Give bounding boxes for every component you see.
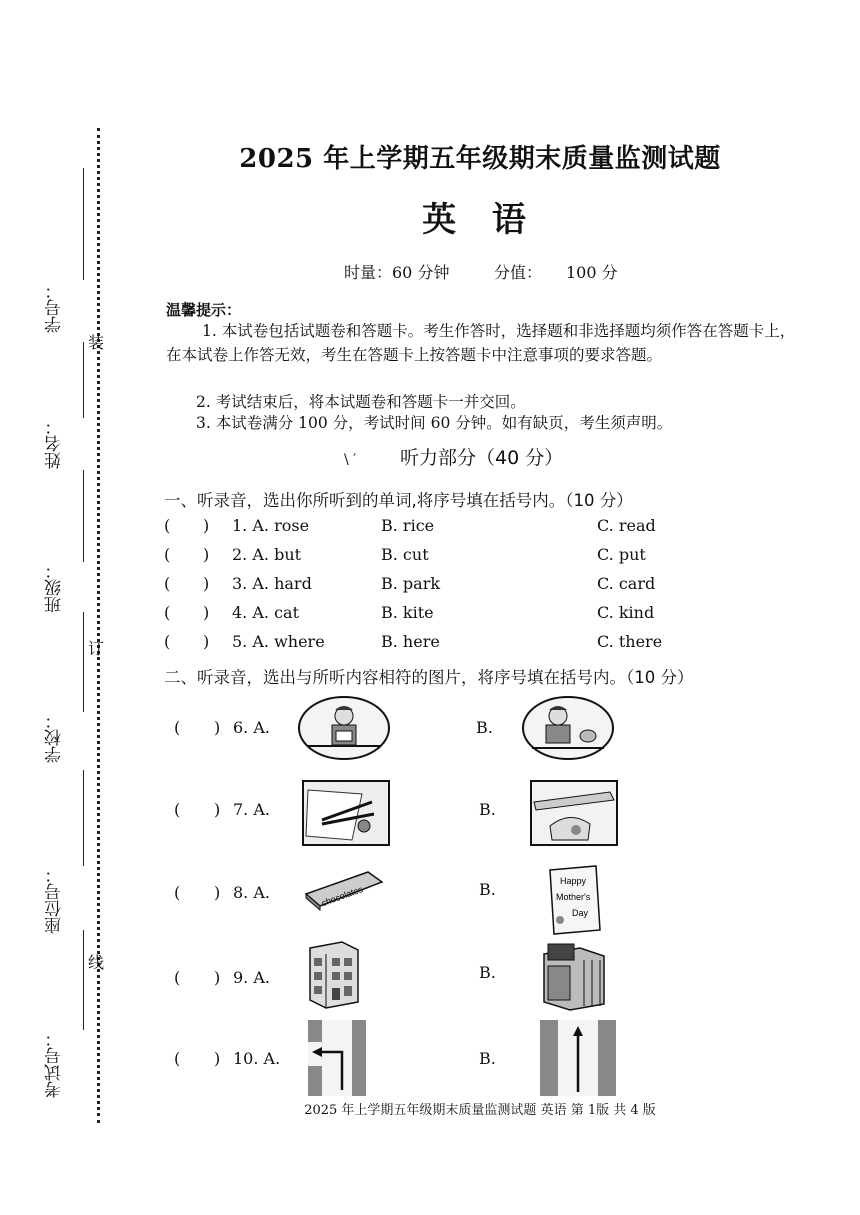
option-c: C. put	[597, 545, 646, 564]
boy-writing-image	[522, 696, 614, 760]
option-a: 1. A. rose	[232, 516, 310, 535]
cinema-image	[540, 940, 606, 1012]
answer-paren-open: (	[174, 800, 181, 819]
answer-paren-close: )	[203, 603, 210, 622]
question-row	[0, 603, 860, 625]
option-b-label: B.	[476, 718, 493, 737]
notice-heading: 温馨提示：	[166, 301, 242, 319]
answer-paren-open: (	[174, 718, 181, 737]
answer-paren-open: (	[174, 1049, 181, 1068]
answer-paren-close: )	[203, 545, 210, 564]
option-c: C. card	[597, 574, 656, 593]
answer-paren-open: (	[164, 574, 171, 593]
score-value: 100 分	[566, 263, 618, 282]
option-b: B. here	[381, 632, 440, 651]
answer-paren-open: (	[164, 632, 171, 651]
section1-title: 一、听录音，选出你所听到的单词,将序号填在括号内。（10 分）	[164, 491, 633, 510]
turn-left-road-image	[308, 1020, 366, 1096]
scissors-cutting-image	[302, 780, 390, 846]
chocolate-box-image	[304, 868, 384, 912]
time-label: 时量：60 分钟	[344, 263, 450, 282]
notice-item-1: 1. 本试卷包括试题卷和答题卡。考生作答时，选择题和非选择题均须作答在答题卡上，在本试卷上作答无效，考生在答题卡上按答题卡中注意事项的要求答题。	[166, 322, 796, 364]
binding-mark-zhuang: 装	[88, 333, 105, 352]
answer-paren-close: )	[214, 1049, 221, 1068]
option-a: 5. A. where	[232, 632, 325, 651]
exam-title: 2025 年上学期五年级期末质量监测试题	[239, 144, 721, 174]
answer-paren-open: (	[164, 603, 171, 622]
option-b-label: B.	[479, 800, 496, 819]
notice-item-3: 3. 本试卷满分 100 分，考试时间 60 分钟。如有缺页，考生须声明。	[196, 414, 673, 432]
binding-mark-ding: 订	[88, 639, 105, 658]
option-b-label: B.	[479, 963, 496, 982]
option-c: C. read	[597, 516, 656, 535]
boy-reading-image	[298, 696, 390, 760]
notice-item-2: 2. 考试结束后，将本试题卷和答题卡一并交回。	[196, 393, 526, 411]
question-label: 9. A.	[233, 968, 270, 987]
building-image	[306, 938, 362, 1010]
answer-paren-close: )	[214, 883, 221, 902]
answer-paren-open: (	[174, 968, 181, 987]
go-straight-road-image	[540, 1020, 616, 1096]
card-text-line2: Mother's	[556, 892, 591, 902]
answer-paren-close: )	[203, 516, 210, 535]
option-a: 3. A. hard	[232, 574, 312, 593]
question-label: 7. A.	[233, 800, 270, 819]
answer-paren-open: (	[164, 545, 171, 564]
card-text-line3: Day	[572, 908, 589, 918]
question-label: 8. A.	[233, 883, 270, 902]
side-label-student-id: 学号：	[45, 282, 65, 333]
card-text-line1: Happy	[560, 876, 587, 886]
side-label-name: 姓名：	[45, 418, 65, 469]
side-fill-line-seat	[83, 770, 84, 866]
side-label-school: 学校：	[45, 712, 65, 763]
answer-paren-close: )	[214, 800, 221, 819]
stray-mark: \ ′	[344, 452, 357, 468]
question-row	[0, 574, 860, 596]
side-fill-line-name	[83, 342, 84, 418]
question-label: 10. A.	[233, 1049, 281, 1068]
option-c: C. kind	[597, 603, 655, 622]
option-b: B. kite	[381, 603, 434, 622]
question-row	[0, 516, 860, 538]
option-b: B. rice	[381, 516, 435, 535]
section2-title: 二、听录音，选出与所听内容相符的图片，将序号填在括号内。（10 分）	[164, 668, 694, 687]
side-label-class: 班级：	[45, 562, 65, 613]
chocolate-box-text: chocolates	[320, 884, 365, 909]
answer-paren-close: )	[203, 574, 210, 593]
answer-paren-open: (	[164, 516, 171, 535]
answer-paren-open: (	[174, 883, 181, 902]
option-b: B. cut	[381, 545, 429, 564]
option-c: C. there	[597, 632, 663, 651]
question-label: 6. A.	[233, 718, 270, 737]
side-fill-line-exam-id	[83, 930, 84, 1030]
listening-section-title: 听力部分（40 分）	[400, 447, 564, 469]
option-a: 2. A. but	[232, 545, 302, 564]
option-b-label: B.	[479, 1049, 496, 1068]
side-label-seat: 座位号：	[45, 866, 65, 934]
page-footer: 2025 年上学期五年级期末质量监测试题 英语 第 1版 共 4 版	[304, 1103, 656, 1118]
side-fill-line-school	[83, 612, 84, 712]
answer-paren-close: )	[214, 968, 221, 987]
knife-cutting-image	[530, 780, 618, 846]
answer-paren-close: )	[214, 718, 221, 737]
answer-paren-close: )	[203, 632, 210, 651]
option-b: B. park	[381, 574, 441, 593]
mothers-day-card-image	[546, 864, 602, 936]
binding-mark-xian: 线	[88, 953, 105, 972]
binding-dotted-line	[97, 128, 100, 1123]
side-label-exam-id: 考试号：	[45, 1030, 65, 1098]
subject-title: 英 语	[422, 200, 538, 240]
option-a: 4. A. cat	[232, 603, 300, 622]
question-row	[0, 545, 860, 567]
option-b-label: B.	[479, 880, 496, 899]
score-label: 分值：	[494, 263, 543, 282]
question-row	[0, 632, 860, 654]
